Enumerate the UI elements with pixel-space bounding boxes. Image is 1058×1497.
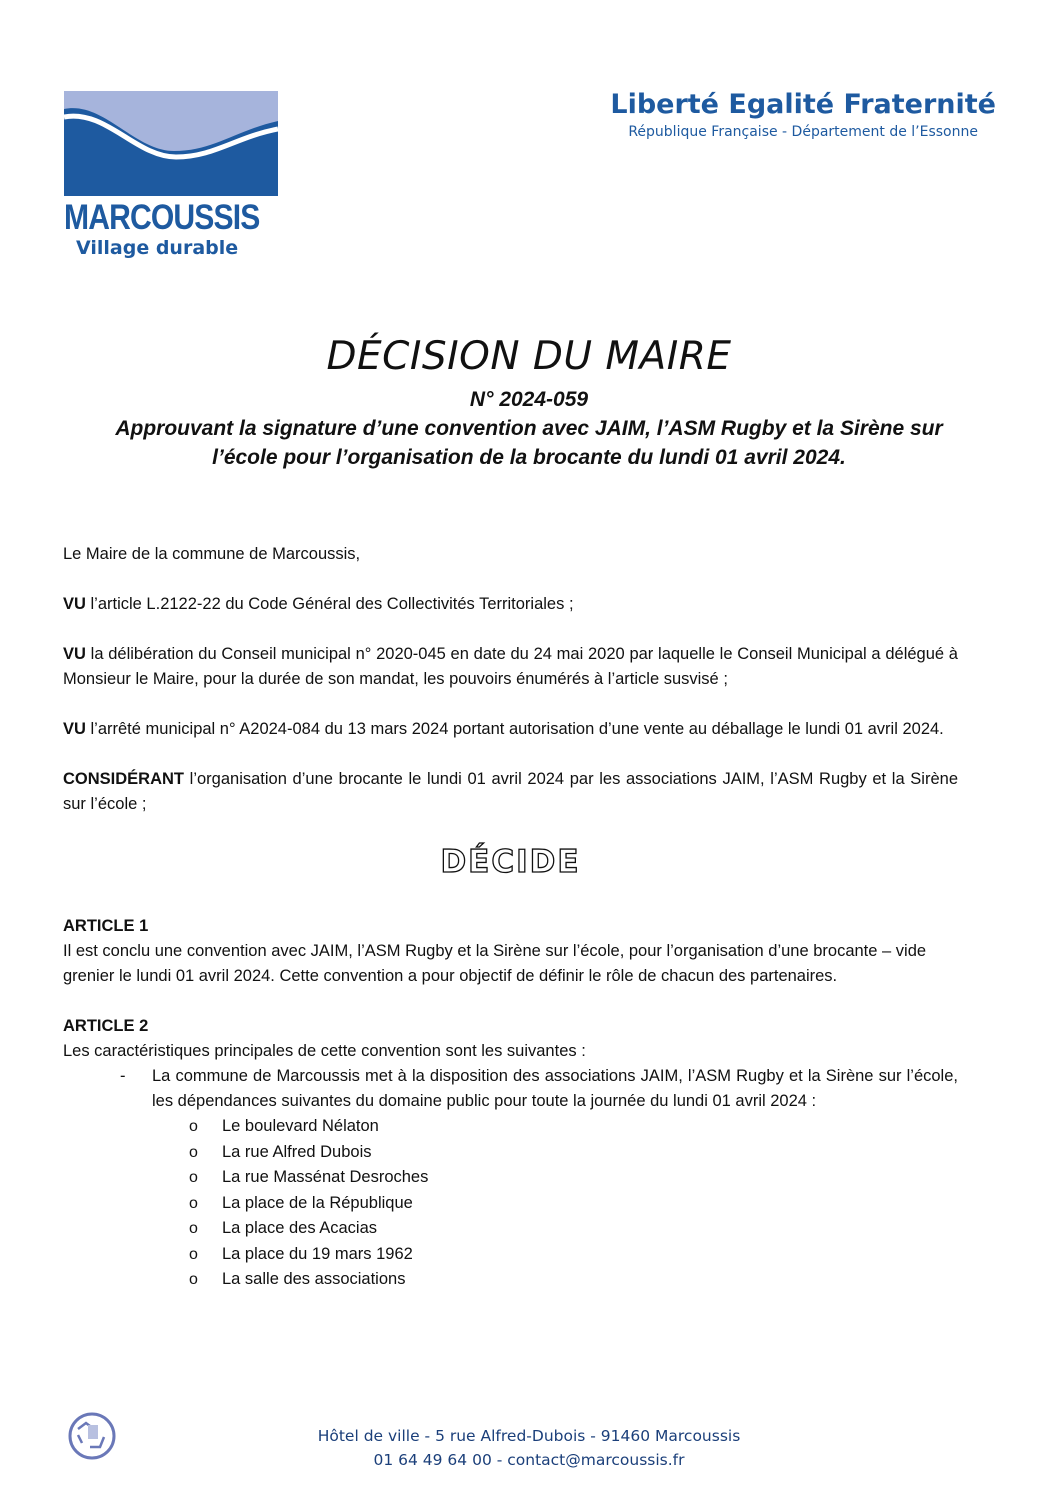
list-item (189, 1114, 958, 1140)
place-name: La place du 19 mars 1962 (222, 1244, 413, 1263)
list-item (189, 1165, 958, 1191)
title-block (0, 333, 1058, 472)
vu-paragraph-2 (63, 642, 958, 692)
considerant-label: CONSIDÉRANT (63, 770, 185, 788)
bullet-marker: o (189, 1118, 198, 1135)
list-item (189, 1242, 958, 1268)
place-name: La salle des associations (222, 1270, 406, 1288)
marcoussis-logo (64, 91, 278, 260)
bullet-marker: o (189, 1271, 198, 1288)
vu-text: l’article L.2122-22 du Code Général des Collectivités Territoriales ; (85, 595, 574, 613)
place-name: La place des Acacias (222, 1219, 378, 1237)
vu-label: VU (63, 720, 86, 738)
place-name: La rue Massénat Desroches (222, 1168, 429, 1186)
article-2-intro: Les caractéristiques principales de cette convention sont les suivantes : (63, 1042, 586, 1060)
decision-subject-line-1: Approuvant la signature d’une convention avec JAIM, l’ASM Rugby et la Sirène sur (115, 417, 943, 440)
footer-address: Hôtel de ville - 5 rue Alfred-Dubois - 91460 Marcoussis (317, 1427, 741, 1445)
republic-motto (610, 88, 996, 142)
logo-tagline: Village durable (76, 237, 239, 259)
logo-name: MARCOUSSIS (64, 198, 260, 237)
list-item (189, 1140, 958, 1166)
considerant-text: l’organisation d’une brocante le lundi 01 avril 2024 par les associations JAIM, l’ASM Rugby et la Sirène sur l’école ; (63, 770, 958, 813)
footer-contact: 01 64 49 64 00 - contact@marcoussis.fr (373, 1451, 685, 1469)
vu-text: la délibération du Conseil municipal n° 2020-045 en date du 24 mai 2020 par laquelle le Conseil Municipal a délégué à Monsieur le Maire, pour la durée de son mandat, les pouvoirs énumérés à l’article susvisé ; (63, 645, 958, 688)
decision-subject-line-2: l’école pour l’organisation de la brocante du lundi 01 avril 2024. (212, 446, 846, 469)
vu-text: l’arrêté municipal n° A2024-084 du 13 mars 2024 portant autorisation d’une vente au déballage le lundi 01 avril 2024. (85, 720, 944, 738)
dash-item-text: La commune de Marcoussis met à la disposition des associations JAIM, l’ASM Rugby et la Sirène sur l’école, les dépendances suivantes du domaine public pour toute la journée du lundi 01 avril 2024 : (152, 1067, 958, 1110)
bullet-marker: o (189, 1143, 198, 1161)
list-item (189, 1267, 958, 1293)
considerant-paragraph (63, 767, 958, 817)
public-places-list (63, 1114, 958, 1293)
place-name: La rue Alfred Dubois (222, 1142, 372, 1161)
motto-main: Liberté Egalité Fraternité (610, 89, 996, 120)
list-item (189, 1216, 958, 1242)
article-1-title: ARTICLE 1 (63, 917, 149, 935)
place-name: La place de la République (222, 1193, 413, 1212)
vu-label: VU (63, 595, 86, 613)
dash-marker: - (120, 1067, 126, 1085)
bullet-marker: o (189, 1245, 198, 1263)
decide-heading: DÉCIDE (440, 844, 581, 880)
article-2-dash-item (63, 1064, 958, 1114)
list-item (189, 1191, 958, 1217)
intro-paragraph: Le Maire de la commune de Marcoussis, (63, 545, 361, 563)
article-1-text: Il est conclu une convention avec JAIM, l’ASM Rugby et la Sirène sur l’école, pour l’organisation d’une brocante – vide grenier le lundi 01 avril 2024. Cette convention a pour objectif de définir le rôle de chacun des partenaires. (63, 942, 927, 985)
vu-paragraph-3 (63, 717, 958, 742)
wave-logo-icon (64, 91, 278, 196)
page-title: DÉCISION DU MAIRE (326, 334, 732, 379)
motto-subtitle: République Française - Département de l’Essonne (628, 124, 978, 140)
place-name: Le boulevard Nélaton (222, 1117, 379, 1135)
decision-number: N° 2024-059 (469, 388, 589, 411)
footer (0, 1424, 1058, 1472)
bullet-marker: o (189, 1169, 198, 1186)
bullet-marker: o (189, 1220, 198, 1237)
bullet-marker: o (189, 1194, 198, 1212)
vu-label: VU (63, 645, 86, 663)
vu-paragraph-1 (63, 592, 958, 617)
article-2-title: ARTICLE 2 (63, 1017, 149, 1035)
decision-body (63, 542, 958, 1293)
